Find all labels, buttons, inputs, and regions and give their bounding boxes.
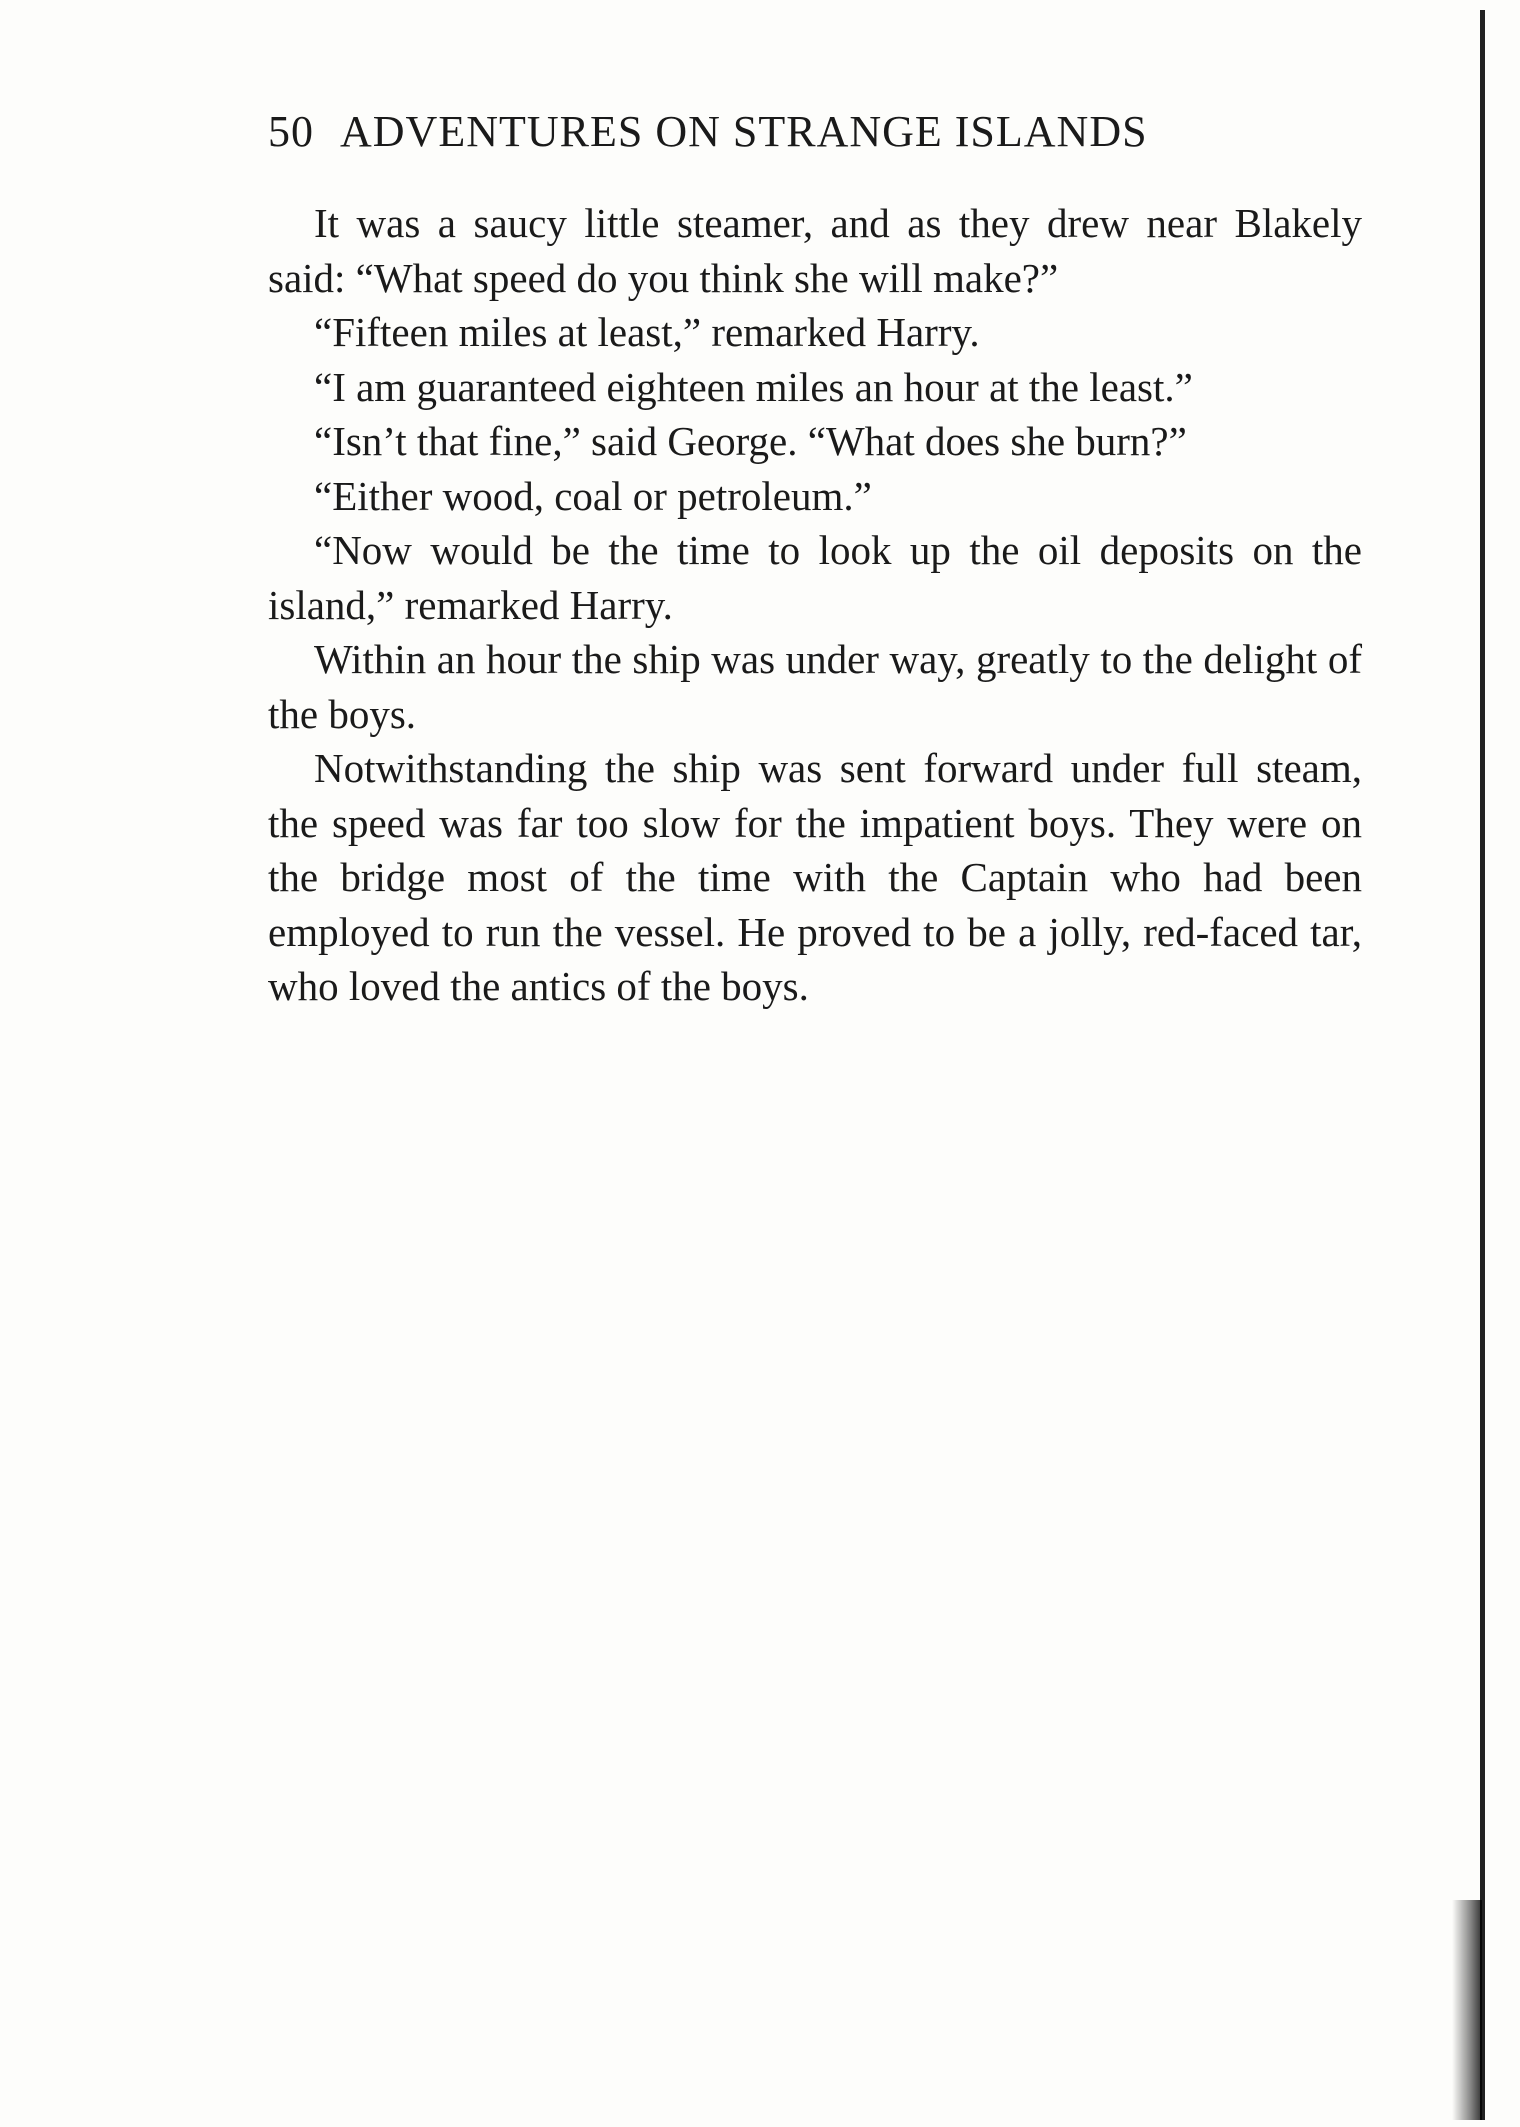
paragraph: “Isn’t that fine,” said George. “What does she burn?” [314,418,1187,464]
running-title: ADVENTURES ON STRANGE ISLANDS [340,107,1148,156]
paragraph: “Either wood, coal or petroleum.” [314,472,872,519]
paragraph: Within an hour the ship was under way, greatly to the delight of the boys. [268,636,1362,737]
paragraph: “Now would be the time to look up the oil deposits on the island,” remarked Harry. [268,527,1362,628]
running-head [268,106,1328,157]
paragraph: “Fifteen miles at least,” remarked Harry. [314,309,980,355]
body-text [268,196,1362,1014]
page-number: 50 [268,107,314,156]
paragraph: Notwithstanding the ship was sent forward under full steam, the speed was far too slow for the impatient boys. They were on the bridge most of the time with the Captain who had been employed to run the vessel. He proved to be a jolly, red-faced tar, who loved the antics of the boys. [268,745,1362,1009]
page-binding-shadow [1452,1900,1482,2120]
paragraph: “I am guaranteed eighteen miles an hour at the least.” [314,363,1193,410]
page-binding-edge [1480,10,1485,2120]
paragraph: It was a saucy little steamer, and as they drew near Blakely said: “What speed do you think she will make?” [268,200,1362,301]
